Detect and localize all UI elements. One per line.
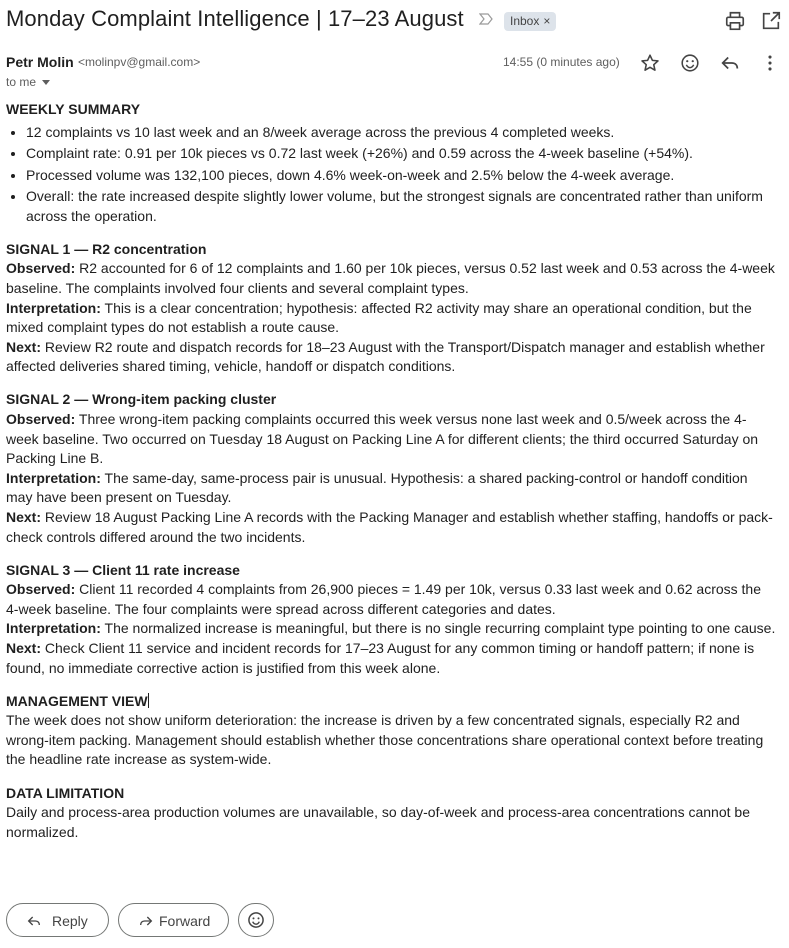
- interpretation-text: The same-day, same-process pair is unusual. Hypothesis: a shared packing-control or handoff condition may have been present on Tuesday.: [6, 469, 748, 506]
- weekly-summary-section: [6, 100, 776, 226]
- interpretation-label: Interpretation:: [6, 299, 101, 316]
- print-icon[interactable]: [724, 10, 746, 32]
- signal-3-section: [6, 561, 776, 679]
- observed-paragraph: [6, 259, 776, 298]
- limitation-paragraph: Daily and process-area production volumes are unavailable, so day-of-week and process-area concentrations cannot be normalized.: [6, 804, 750, 840]
- next-text: Review 18 August Packing Line A records with the Packing Manager and establish whether staffing, handoffs or pack-check controls differed around the two incidents.: [6, 508, 773, 545]
- forward-button[interactable]: [118, 903, 229, 937]
- forward-icon: [137, 913, 155, 929]
- interpretation-paragraph: [6, 469, 776, 508]
- observed-paragraph: [6, 410, 776, 469]
- section-heading: [6, 692, 776, 712]
- next-label: Next:: [6, 338, 42, 355]
- management-heading-text: MANAGEMENT VIEW: [6, 692, 148, 709]
- section-heading: SIGNAL 2 — Wrong-item packing cluster: [6, 391, 277, 408]
- next-text: Check Client 11 service and incident records for 17–23 August for any common timing or handoff pattern; if none is found, no immediate corrective action is justified from this week alone.: [6, 640, 755, 676]
- interpretation-label: Interpretation:: [6, 620, 101, 637]
- signal-2-section: [6, 390, 776, 547]
- label-chip-text: Inbox: [510, 14, 540, 28]
- star-icon[interactable]: [639, 52, 661, 74]
- emoji-reaction-button[interactable]: [238, 903, 274, 937]
- reply-icon[interactable]: [719, 52, 741, 74]
- remove-label-icon[interactable]: ×: [543, 14, 551, 28]
- reply-icon: [25, 913, 43, 929]
- email-timestamp: 14:55 (0 minutes ago): [503, 55, 620, 69]
- next-paragraph: [6, 338, 776, 377]
- interpretation-paragraph: [6, 299, 776, 338]
- summary-bullet: • Processed volume was 132,100 pieces, down 4.6% week-on-week and 2.5% below the 4-week average.: [26, 166, 776, 186]
- next-paragraph: [6, 639, 776, 678]
- observed-text: Three wrong-item packing complaints occurred this week versus none last week and 0.5/week across the 4-week baseline. Two occurred on Tuesday 18 August on Packing Line A for different clients; the third occurred Saturday on Packing Line B.: [6, 410, 759, 467]
- next-paragraph: [6, 508, 776, 547]
- observed-text: Client 11 recorded 4 complaints from 26,900 pieces = 1.49 per 10k, versus 0.33 last week and 0.62 across the 4-week baseline. The four complaints were spread across different categories and dates.: [6, 581, 761, 617]
- inbox-label-chip: [504, 12, 556, 31]
- management-paragraph: The week does not show uniform deterioration: the increase is driven by a few concentrated signals, especially R2 and wrong-item packing. Management should establish whether those concentrations share operational context before treating the headline rate increase as system-wide.: [6, 712, 764, 768]
- section-heading: DATA LIMITATION: [6, 784, 125, 801]
- summary-list: [6, 123, 776, 227]
- more-options-icon[interactable]: [759, 52, 781, 74]
- next-text: Review R2 route and dispatch records for 18–23 August with the Transport/Dispatch manager and establish whether affected deliveries shared timing, vehicle, handoff or dispatch conditions.: [6, 338, 765, 375]
- interpretation-label: Interpretation:: [6, 469, 101, 486]
- summary-bullet: • 12 complaints vs 10 last week and an 8/week average across the previous 4 completed weeks.: [26, 123, 776, 143]
- observed-label: Observed:: [6, 581, 76, 598]
- observed-text: R2 accounted for 6 of 12 complaints and 1.60 per 10k pieces, versus 0.52 last week and 0.53 across the 4-week baseline. The complaints involved four clients and several complaint types.: [6, 260, 775, 296]
- observed-label: Observed:: [6, 260, 76, 277]
- sender-email: <molinpv@gmail.com>: [78, 55, 201, 69]
- interpretation-text: The normalized increase is meaningful, but there is no single recurring complaint type pointing to one cause.: [100, 620, 776, 637]
- next-label: Next:: [6, 508, 42, 525]
- section-heading: SIGNAL 1 — R2 concentration: [6, 240, 207, 257]
- email-subject: Monday Complaint Intelligence | 17–23 August: [6, 6, 464, 31]
- section-heading: SIGNAL 3 — Client 11 rate increase: [6, 561, 240, 578]
- recipient-text: to me: [6, 75, 37, 89]
- observed-paragraph: [6, 580, 776, 619]
- importance-marker-icon[interactable]: [479, 13, 493, 25]
- sender-row: [6, 54, 789, 74]
- reply-button-label: Reply: [52, 913, 88, 929]
- reply-button[interactable]: [6, 903, 109, 937]
- open-in-new-window-icon[interactable]: [760, 10, 782, 32]
- subject-row: [6, 4, 789, 34]
- email-body: [6, 100, 776, 842]
- emoji-reaction-icon[interactable]: [679, 52, 701, 74]
- recipient-details-toggle[interactable]: [6, 75, 50, 89]
- section-heading: WEEKLY SUMMARY: [6, 101, 141, 117]
- management-view-section: [6, 692, 776, 770]
- interpretation-text: This is a clear concentration; hypothesis: affected R2 activity may share an operational condition, but the mixed complaint types do not establish a route cause.: [6, 299, 752, 336]
- data-limitation-section: [6, 784, 776, 843]
- observed-label: Observed:: [6, 410, 76, 427]
- chevron-down-icon: [42, 80, 50, 85]
- text-cursor: [148, 693, 149, 708]
- interpretation-paragraph: [6, 619, 776, 639]
- next-label: Next:: [6, 640, 42, 657]
- emoji-reaction-icon: [246, 910, 266, 930]
- summary-bullet: • Complaint rate: 0.91 per 10k pieces vs 0.72 last week (+26%) and 0.59 across the 4-week baseline (+54%).: [26, 144, 776, 164]
- summary-bullet: • Overall: the rate increased despite slightly lower volume, but the strongest signals are concentrated rather than uniform across the operation.: [26, 187, 776, 226]
- forward-button-label: Forward: [159, 913, 211, 929]
- sender-name[interactable]: Petr Molin: [6, 54, 74, 70]
- signal-1-section: [6, 240, 776, 377]
